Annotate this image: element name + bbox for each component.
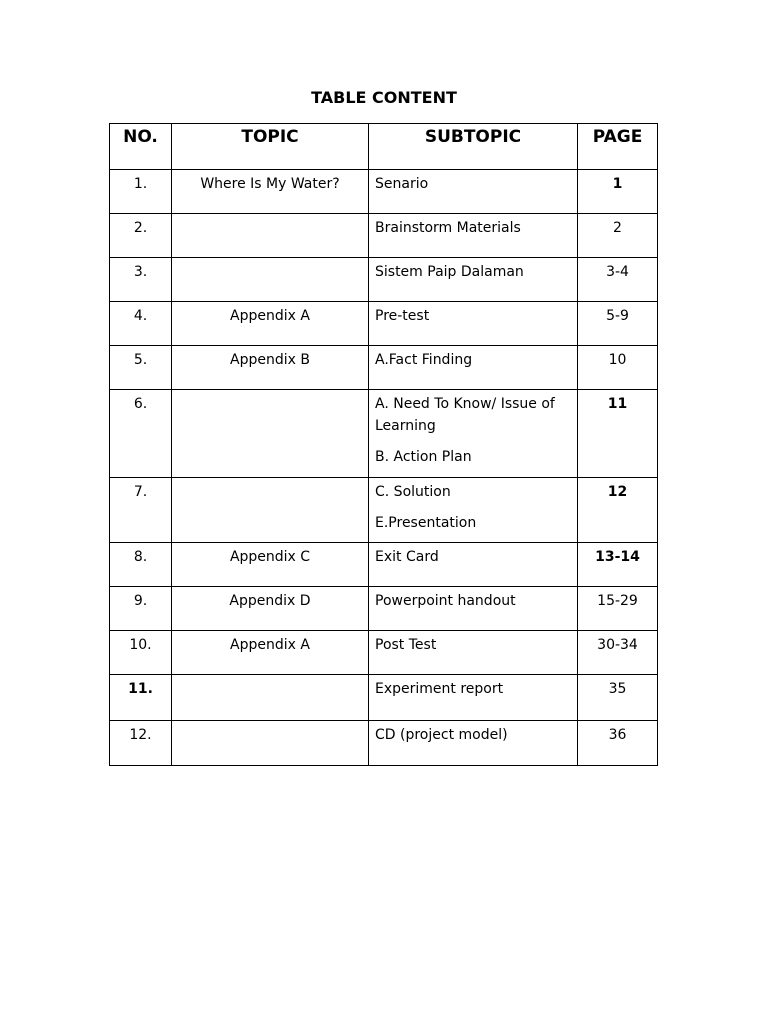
row-subtopic bbox=[369, 675, 578, 721]
header-page: PAGE bbox=[578, 124, 658, 170]
row-subtopic bbox=[369, 302, 578, 346]
row-topic: Appendix D bbox=[172, 587, 369, 631]
row-page: 10 bbox=[578, 346, 658, 390]
table-row bbox=[110, 587, 658, 631]
table-row bbox=[110, 302, 658, 346]
table-row bbox=[110, 543, 658, 587]
row-number: 3. bbox=[110, 258, 172, 302]
row-page: 35 bbox=[578, 675, 658, 721]
row-topic bbox=[172, 675, 369, 721]
row-number: 11. bbox=[110, 675, 172, 721]
page-title: TABLE CONTENT bbox=[311, 88, 457, 107]
row-topic bbox=[172, 214, 369, 258]
table-row bbox=[110, 214, 658, 258]
row-page: 36 bbox=[578, 721, 658, 766]
row-page: 1 bbox=[578, 170, 658, 214]
row-page: 11 bbox=[578, 390, 658, 478]
row-number: 2. bbox=[110, 214, 172, 258]
row-number: 10. bbox=[110, 631, 172, 675]
subtopic-line: Powerpoint handout bbox=[375, 593, 516, 609]
row-page: 3-4 bbox=[578, 258, 658, 302]
row-subtopic bbox=[369, 214, 578, 258]
subtopic-line: Brainstorm Materials bbox=[375, 220, 521, 236]
table-row bbox=[110, 258, 658, 302]
row-topic bbox=[172, 478, 369, 543]
row-subtopic bbox=[369, 170, 578, 214]
subtopic-line: Pre-test bbox=[375, 308, 430, 324]
row-number: 6. bbox=[110, 390, 172, 478]
subtopic-line: Exit Card bbox=[375, 549, 439, 565]
row-subtopic bbox=[369, 587, 578, 631]
table-row bbox=[110, 721, 658, 766]
row-topic bbox=[172, 721, 369, 766]
row-topic: Appendix B bbox=[172, 346, 369, 390]
row-number: 7. bbox=[110, 478, 172, 543]
row-topic bbox=[172, 258, 369, 302]
subtopic-line: Senario bbox=[375, 176, 429, 192]
row-number: 8. bbox=[110, 543, 172, 587]
header-row bbox=[110, 124, 658, 170]
row-page: 5-9 bbox=[578, 302, 658, 346]
row-topic: Appendix A bbox=[172, 631, 369, 675]
row-page: 12 bbox=[578, 478, 658, 543]
subtopic-line: Sistem Paip Dalaman bbox=[375, 264, 524, 280]
row-number: 1. bbox=[110, 170, 172, 214]
table-row bbox=[110, 675, 658, 721]
subtopic-line: CD (project model) bbox=[375, 727, 508, 743]
subtopic-line: Post Test bbox=[375, 637, 437, 653]
row-topic: Appendix A bbox=[172, 302, 369, 346]
row-subtopic bbox=[369, 390, 578, 478]
subtopic-line: C. Solution bbox=[375, 484, 451, 500]
row-subtopic bbox=[369, 543, 578, 587]
row-topic: Appendix C bbox=[172, 543, 369, 587]
table-row bbox=[110, 478, 658, 543]
header-subtopic: SUBTOPIC bbox=[369, 124, 578, 170]
subtopic-line: A. Need To Know/ Issue of Learning bbox=[375, 396, 555, 434]
subtopic-line: E.Presentation bbox=[375, 515, 477, 531]
subtopic-line: Experiment report bbox=[375, 681, 504, 697]
row-subtopic bbox=[369, 258, 578, 302]
row-page: 15-29 bbox=[578, 587, 658, 631]
subtopic-line: B. Action Plan bbox=[375, 449, 472, 465]
row-page: 13-14 bbox=[578, 543, 658, 587]
row-number: 4. bbox=[110, 302, 172, 346]
row-page: 2 bbox=[578, 214, 658, 258]
row-number: 9. bbox=[110, 587, 172, 631]
table-row bbox=[110, 390, 658, 478]
row-subtopic bbox=[369, 631, 578, 675]
row-subtopic bbox=[369, 721, 578, 766]
row-subtopic bbox=[369, 478, 578, 543]
table-row bbox=[110, 346, 658, 390]
table-row bbox=[110, 631, 658, 675]
table-row bbox=[110, 170, 658, 214]
row-number: 12. bbox=[110, 721, 172, 766]
row-topic bbox=[172, 390, 369, 478]
header-no: NO. bbox=[110, 124, 172, 170]
row-page: 30-34 bbox=[578, 631, 658, 675]
row-subtopic bbox=[369, 346, 578, 390]
table-of-contents bbox=[109, 123, 658, 766]
header-topic: TOPIC bbox=[172, 124, 369, 170]
subtopic-line: A.Fact Finding bbox=[375, 352, 473, 368]
row-topic: Where Is My Water? bbox=[172, 170, 369, 214]
row-number: 5. bbox=[110, 346, 172, 390]
